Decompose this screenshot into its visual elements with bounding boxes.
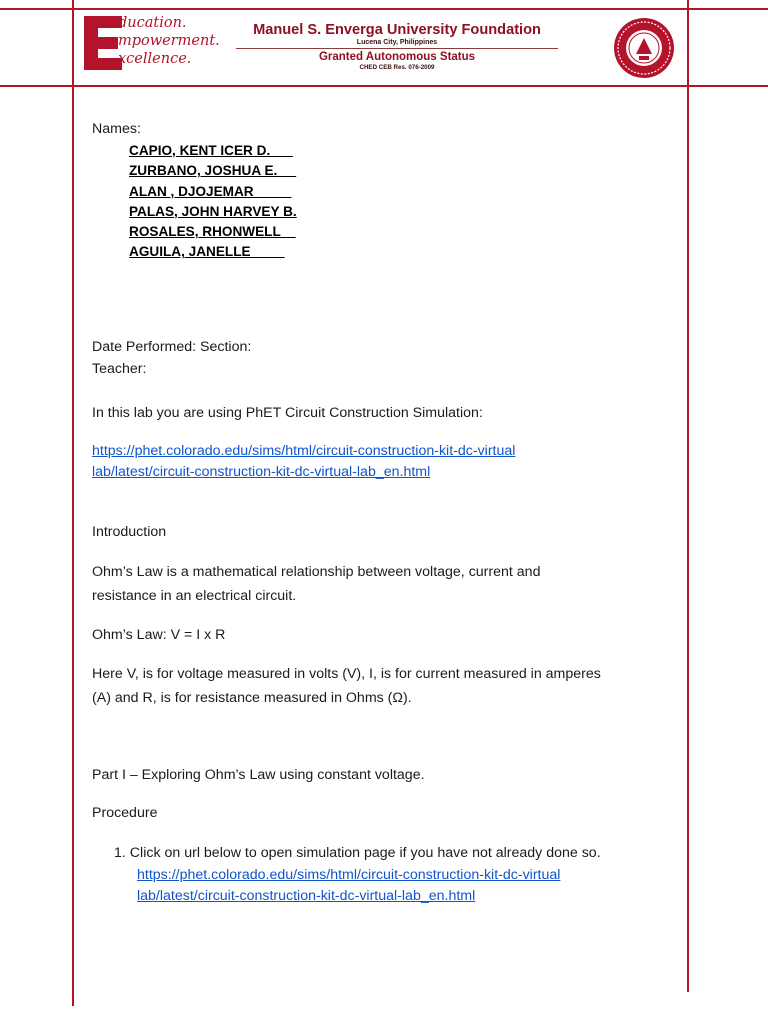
url-line: https://phet.colorado.edu/sims/html/circuit-construction-kit-dc-virtual [92, 443, 516, 459]
names-list [129, 141, 297, 263]
motto-text [118, 14, 220, 68]
university-name: Manuel S. Enverga University Foundation [253, 22, 541, 38]
motto-line: ducation. [118, 15, 187, 31]
step-1-simulation-url-link[interactable] [137, 867, 560, 904]
paragraph-line: (A) and R, is for resistance measured in Ohms (Ω). [92, 690, 412, 706]
left-vertical-rule [72, 0, 74, 1006]
step-text: Click on url below to open simulation page if you have not already done so. [129, 845, 601, 861]
procedure-step-1 [114, 845, 601, 861]
autonomous-status: Granted Autonomous Status [318, 51, 476, 63]
motto-line: mpowerment. [118, 33, 220, 49]
ohms-law-formula: Ohm’s Law: V = I x R [92, 627, 226, 643]
header-divider [236, 48, 558, 49]
step-number: 1. [114, 845, 126, 861]
top-horizontal-rule [0, 8, 768, 10]
ohms-law-description [92, 560, 662, 608]
university-seal-icon [612, 16, 676, 80]
student-name: ALAN , DJOJEMAR [129, 183, 292, 199]
student-name: ZURBANO, JOSHUA E. [129, 163, 297, 179]
url-line: https://phet.colorado.edu/sims/html/circuit-construction-kit-dc-virtual [137, 867, 561, 883]
university-city: Lucena City, Philippines [356, 39, 438, 46]
paragraph-line: Ohm’s Law is a mathematical relationship between voltage, current and [92, 564, 541, 580]
lab-intro-line: In this lab you are using PhET Circuit Construction Simulation: [92, 405, 483, 421]
university-logo [82, 14, 222, 72]
url-line: lab/latest/circuit-construction-kit-dc-virtual-lab_en.html [92, 464, 431, 480]
date-performed-line: Date Performed: Section: [92, 339, 252, 355]
teacher-line: Teacher: [92, 361, 147, 377]
motto-line: xcellence. [118, 51, 192, 67]
procedure-heading: Procedure [92, 805, 158, 821]
introduction-heading: Introduction [92, 524, 167, 540]
student-name: ROSALES, RHONWELL [129, 224, 296, 240]
student-name: AGUILA, JANELLE [129, 244, 285, 260]
url-line: lab/latest/circuit-construction-kit-dc-virtual-lab_en.html [137, 888, 476, 904]
student-name: PALAS, JOHN HARVEY B. [129, 203, 297, 219]
units-description [92, 662, 672, 710]
part-one-heading: Part I – Exploring Ohm’s Law using constant voltage. [92, 767, 425, 783]
right-vertical-rule [687, 0, 689, 992]
student-name: CAPIO, KENT ICER D. [129, 143, 293, 158]
simulation-url-link[interactable] [92, 443, 515, 480]
header-bottom-rule [0, 85, 768, 87]
header-title-block [224, 22, 570, 71]
paragraph-line: Here V, is for voltage measured in volts (V), I, is for current measured in amperes [92, 666, 601, 682]
ched-resolution: CHED CEB Res. 076-2009 [359, 64, 435, 71]
names-label: Names: [92, 121, 141, 137]
paragraph-line: resistance in an electrical circuit. [92, 588, 297, 604]
